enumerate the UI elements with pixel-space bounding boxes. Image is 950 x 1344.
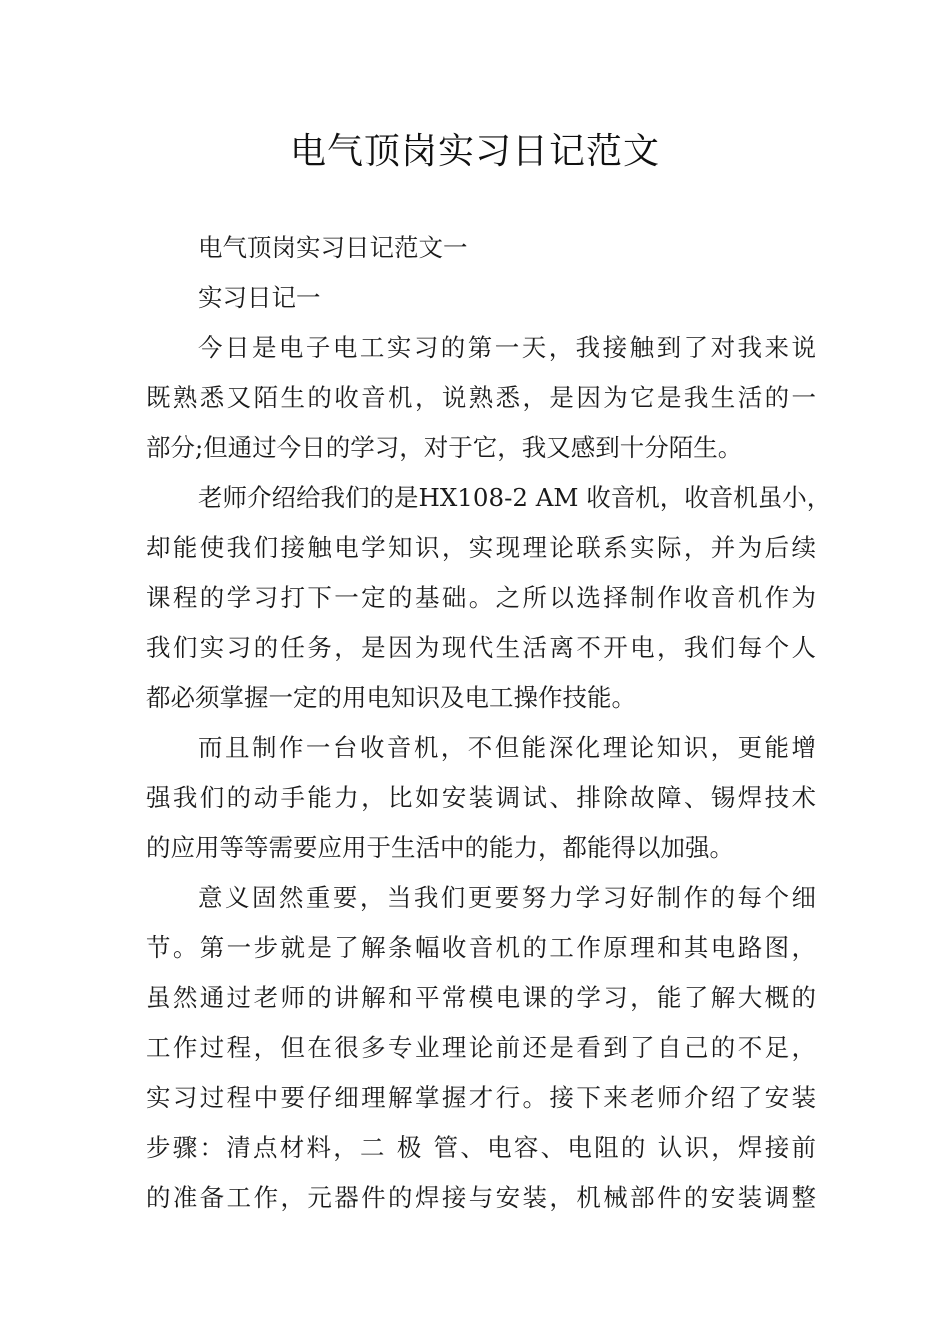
body-text-line: 部分;但通过今日的学习，对于它，我又感到十分陌生。 xyxy=(146,433,743,462)
document-title: 电气顶岗实习日记范文 xyxy=(289,131,660,172)
body-text-line: 实习过程中要仔细理解掌握才行。接下来老师介绍了安装 xyxy=(146,1083,816,1112)
body-text-line: 节。第一步就是了解条幅收音机的工作原理和其电路图， xyxy=(146,933,816,962)
body-text-line: 实习日记一 xyxy=(198,283,321,312)
body-text-line: 电气顶岗实习日记范文一 xyxy=(198,233,468,262)
body-text-line: 却能使我们接触电学知识，实现理论联系实际，并为后续 xyxy=(146,533,816,562)
body-text-line: 的准备工作，元器件的焊接与安装，机械部件的安装调整 xyxy=(146,1183,816,1212)
body-text-line: 工作过程，但在很多专业理论前还是看到了自己的不足， xyxy=(146,1033,816,1062)
body-text-line: 强我们的动手能力，比如安装调试、排除故障、锡焊技术 xyxy=(146,783,816,812)
document-body xyxy=(146,223,832,1223)
body-text-line: 今日是电子电工实习的第一天，我接触到了对我来说 xyxy=(198,333,816,362)
body-text-line: 老师介绍给我们的是HX108-2 AM 收音机，收音机虽小， xyxy=(198,483,832,512)
body-text-line: 步骤：清点材料，二 极 管、电容、电阻的 认识，焊接前 xyxy=(146,1133,816,1162)
body-text-line: 我们实习的任务，是因为现代生活离不开电，我们每个人 xyxy=(146,633,816,662)
body-text-line: 意义固然重要，当我们更要努力学习好制作的每个细 xyxy=(198,883,816,912)
body-text-line: 而且制作一台收音机，不但能深化理论知识，更能增 xyxy=(198,733,816,762)
body-text-line: 都必须掌握一定的用电知识及电工操作技能。 xyxy=(146,683,636,712)
body-text-line: 既熟悉又陌生的收音机，说熟悉，是因为它是我生活的一 xyxy=(146,383,816,412)
body-text-line: 课程的学习打下一定的基础。之所以选择制作收音机作为 xyxy=(146,583,816,612)
body-text-line: 虽然通过老师的讲解和平常模电课的学习，能了解大概的 xyxy=(146,983,816,1012)
body-text-line: 的应用等等需要应用于生活中的能力，都能得以加强。 xyxy=(146,833,734,862)
